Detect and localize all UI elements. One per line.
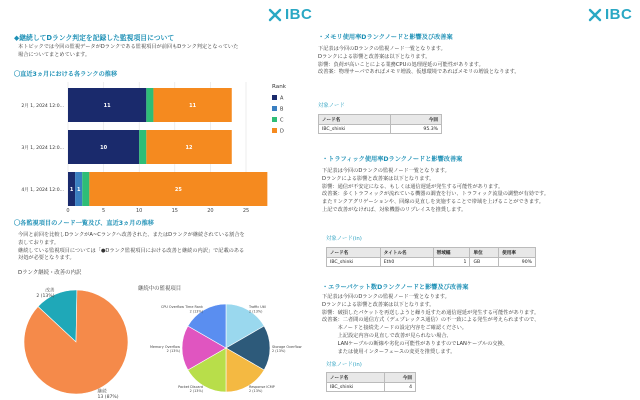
data-label: 11 xyxy=(103,102,111,109)
pie-label: 2 (13%) xyxy=(249,309,263,314)
memory-line: Dランクによる影響と改善案は以下となります。 xyxy=(318,53,431,60)
legend-swatch xyxy=(272,95,277,100)
x-tick-label: 5 xyxy=(102,208,106,214)
pie2-title: 継続中の監視項目 xyxy=(138,286,182,292)
data-label: 10 xyxy=(100,144,108,151)
traffic-section-title: ・トラフィック使用率Dランクノードと影響改善案 xyxy=(322,156,463,163)
pie-label: 改善 xyxy=(45,288,55,294)
legend-swatch xyxy=(272,106,277,111)
legend-label: C xyxy=(280,117,284,124)
memory-table xyxy=(318,114,442,134)
logo-text: IBC xyxy=(285,6,313,23)
pie-label: 継続 xyxy=(97,389,107,395)
pie-label: Memory Overflow xyxy=(149,345,180,349)
intro-line: 本トピックでは今回の監視データがDランクである監視項目が前回もDランク判定となっていた xyxy=(18,44,239,50)
x-tick-label: 10 xyxy=(136,208,143,214)
error-packet-table xyxy=(326,372,416,392)
col-header: ノード名 xyxy=(327,248,381,258)
col-header: 単位 xyxy=(470,248,499,258)
table-row xyxy=(327,383,416,392)
traffic-line: またリンクアグリゲーションや、回線の見直しを実施することで帯域を上げることができます。 xyxy=(322,199,544,206)
data-label: 25 xyxy=(174,186,182,193)
table-cell: 90% xyxy=(499,258,536,267)
error-line: 下記表は今回のDランクの監視ノード一覧となります。 xyxy=(322,294,450,300)
memory-line: 影響：負荷が高いことによる業務CPUの処理遅延の可能性があります。 xyxy=(318,61,484,68)
table-cell: IBC_shinki xyxy=(327,258,381,267)
table-cell: IBC_shinki xyxy=(319,125,391,134)
col-header: 使用率 xyxy=(499,248,536,258)
x-tick-label: 20 xyxy=(207,208,214,214)
pie-label: Storage Overflow xyxy=(272,345,302,349)
pie-label: 2 (13%) xyxy=(272,349,286,354)
pie-label: 2 (13%) xyxy=(189,309,203,314)
memory-section-title: ・メモリ使用率Dランクノードと影響及び改善案 xyxy=(318,34,453,41)
error-table-label: 対象ノード(in) xyxy=(326,362,362,368)
y-tick-label: 2月 1, 2024 12:0... xyxy=(21,103,64,109)
pie-label: 13 (87%) xyxy=(97,395,119,400)
error-line: または使用インターフェースの変更を推奨します。 xyxy=(322,348,456,355)
y-tick-label: 4月 1, 2024 12:0... xyxy=(21,187,64,193)
logo-text: IBC xyxy=(605,6,633,23)
table-cell: IBC_shinki xyxy=(327,383,385,392)
error-line: Dランクによる影響と改善案は以下となります。 xyxy=(322,301,435,308)
section2-title: 〇各監視項目のノード一覧及び、直近3ヵ月の推移 xyxy=(14,220,154,227)
data-label: 12 xyxy=(185,144,193,151)
col-header: 帯域幅 xyxy=(433,248,470,258)
ibc-logo-left xyxy=(268,6,312,23)
bar-segment-c xyxy=(82,172,89,206)
bar-segment-c xyxy=(139,130,146,164)
section2-line: 対処が必要となります。 xyxy=(18,255,75,262)
legend-label: B xyxy=(280,106,284,113)
left-intro xyxy=(18,44,318,60)
y-tick-label: 3月 1, 2024 12:0... xyxy=(21,145,64,151)
x-tick-label: 15 xyxy=(171,208,178,214)
legend-swatch xyxy=(272,117,277,122)
bar-segment-c xyxy=(146,88,153,122)
table-cell: 95.3% xyxy=(390,125,441,134)
data-label: 1 xyxy=(76,186,81,193)
table-row xyxy=(319,125,442,134)
section2-line: 表しております。 xyxy=(18,239,60,246)
memory-table-label: 対象ノード xyxy=(318,103,345,109)
ibc-logo-icon xyxy=(588,8,602,22)
error-line: LANケーブルの断線や劣化の可能性がありますのでLANケーブルの交換、 xyxy=(322,340,508,347)
error-line: 影響：破損したパケットを再送しようと繰り返すため通信遅延が発生する可能性があります。 xyxy=(322,309,540,316)
data-label: 1 xyxy=(69,186,74,193)
table-row xyxy=(327,258,536,267)
traffic-line: 下記表は今回のDランクの監視ノード一覧となります。 xyxy=(322,168,450,174)
table-cell: 4 xyxy=(385,383,416,392)
traffic-table-label: 対象ノード(in) xyxy=(326,236,362,242)
error-packet-section-text xyxy=(322,294,632,356)
memory-line: 改善案：物理サーバであればメモリ増設、仮想環境であればメモリの増設となります。 xyxy=(318,69,520,76)
pie-label: Response ICMP xyxy=(249,384,275,389)
pie1-title: Dランク継続・改善の内訳 xyxy=(18,270,82,276)
error-line: 改善案：二者間の通信方式（デュプレックス通信）の不一致による発生が考えられますので、 xyxy=(322,317,540,324)
error-line: 上記設定内容の見直しで改善が見られない場合、 xyxy=(322,332,452,339)
section2-text xyxy=(18,232,318,263)
memory-section-text xyxy=(318,46,628,77)
rank-chart-title: 〇直近3ヵ月における各ランクの推移 xyxy=(14,71,118,78)
col-header: 今回 xyxy=(385,373,416,383)
ibc-logo-right xyxy=(588,6,632,23)
table-cell: 1 xyxy=(433,258,470,267)
table-header-row xyxy=(319,115,442,125)
ongoing-items-pie-chart xyxy=(138,294,318,400)
table-header-row xyxy=(327,248,536,258)
traffic-line: 影響：通信が不安定になる、もしくは通信遅延が発生する可能性があります。 xyxy=(322,183,504,190)
error-line: 本ノードと接続先ノードの設定内容をご確認ください。 xyxy=(322,325,467,332)
traffic-section-text xyxy=(322,168,632,215)
legend-label: D xyxy=(280,128,284,135)
section2-line: 今回と前回を比較しDランクがA~Cランクへ改善された、またはDランクが継続されている割合を xyxy=(18,232,245,238)
intro-line: 場合についてまとめています。 xyxy=(18,51,91,58)
pie-label: Traffic Util xyxy=(249,305,266,310)
col-header: ノード名 xyxy=(319,115,391,125)
pie-label: Packet Discard xyxy=(178,384,203,389)
col-header: 今回 xyxy=(390,115,441,125)
pie-label: 2 (13%) xyxy=(189,389,203,394)
improvement-pie-chart xyxy=(10,280,140,400)
traffic-line: 改善案：多くトラフィックが流れている機器の調査を行い、トラフィック流量の調整が有効です。 xyxy=(322,191,550,198)
col-header: ノード名 xyxy=(327,373,385,383)
legend-title: Rank xyxy=(272,84,286,90)
table-header-row xyxy=(327,373,416,383)
ibc-logo-icon xyxy=(268,8,282,22)
error-packet-section-title: ・エラーパケット数Dランクノードと影響及び改善案 xyxy=(322,284,469,291)
section2-line: 継続している監視項目については「●Dランク監視項目における改善と継続の内訳」で記載のある xyxy=(18,247,245,254)
data-label: 11 xyxy=(189,102,197,109)
traffic-line: Dランクによる影響と改善案は以下となります。 xyxy=(322,175,435,182)
pie-label: 2 (13%) xyxy=(36,293,55,299)
traffic-table xyxy=(326,247,536,267)
table-cell: GB xyxy=(470,258,499,267)
pie-label: CPU Overflow Time Rank xyxy=(160,305,203,310)
x-tick-label: 0 xyxy=(66,208,70,214)
x-tick-label: 25 xyxy=(242,208,250,214)
left-page-title: ◆継続してDランク判定を記録した監視項目について xyxy=(14,34,175,42)
legend-swatch xyxy=(272,128,277,133)
pie-label: 2 (13%) xyxy=(249,389,263,394)
col-header: タイトル名 xyxy=(380,248,433,258)
memory-line: 下記表は今回のDランクの監視ノード一覧となります。 xyxy=(318,46,446,52)
table-cell: Eth0 xyxy=(380,258,433,267)
pie-label: 2 (13%) xyxy=(166,349,180,354)
rank-stacked-bar-chart xyxy=(10,76,310,214)
traffic-line: 上記で改善がなければ、対象機器のリプレイスを推奨します。 xyxy=(322,206,467,213)
legend-label: A xyxy=(280,95,284,102)
